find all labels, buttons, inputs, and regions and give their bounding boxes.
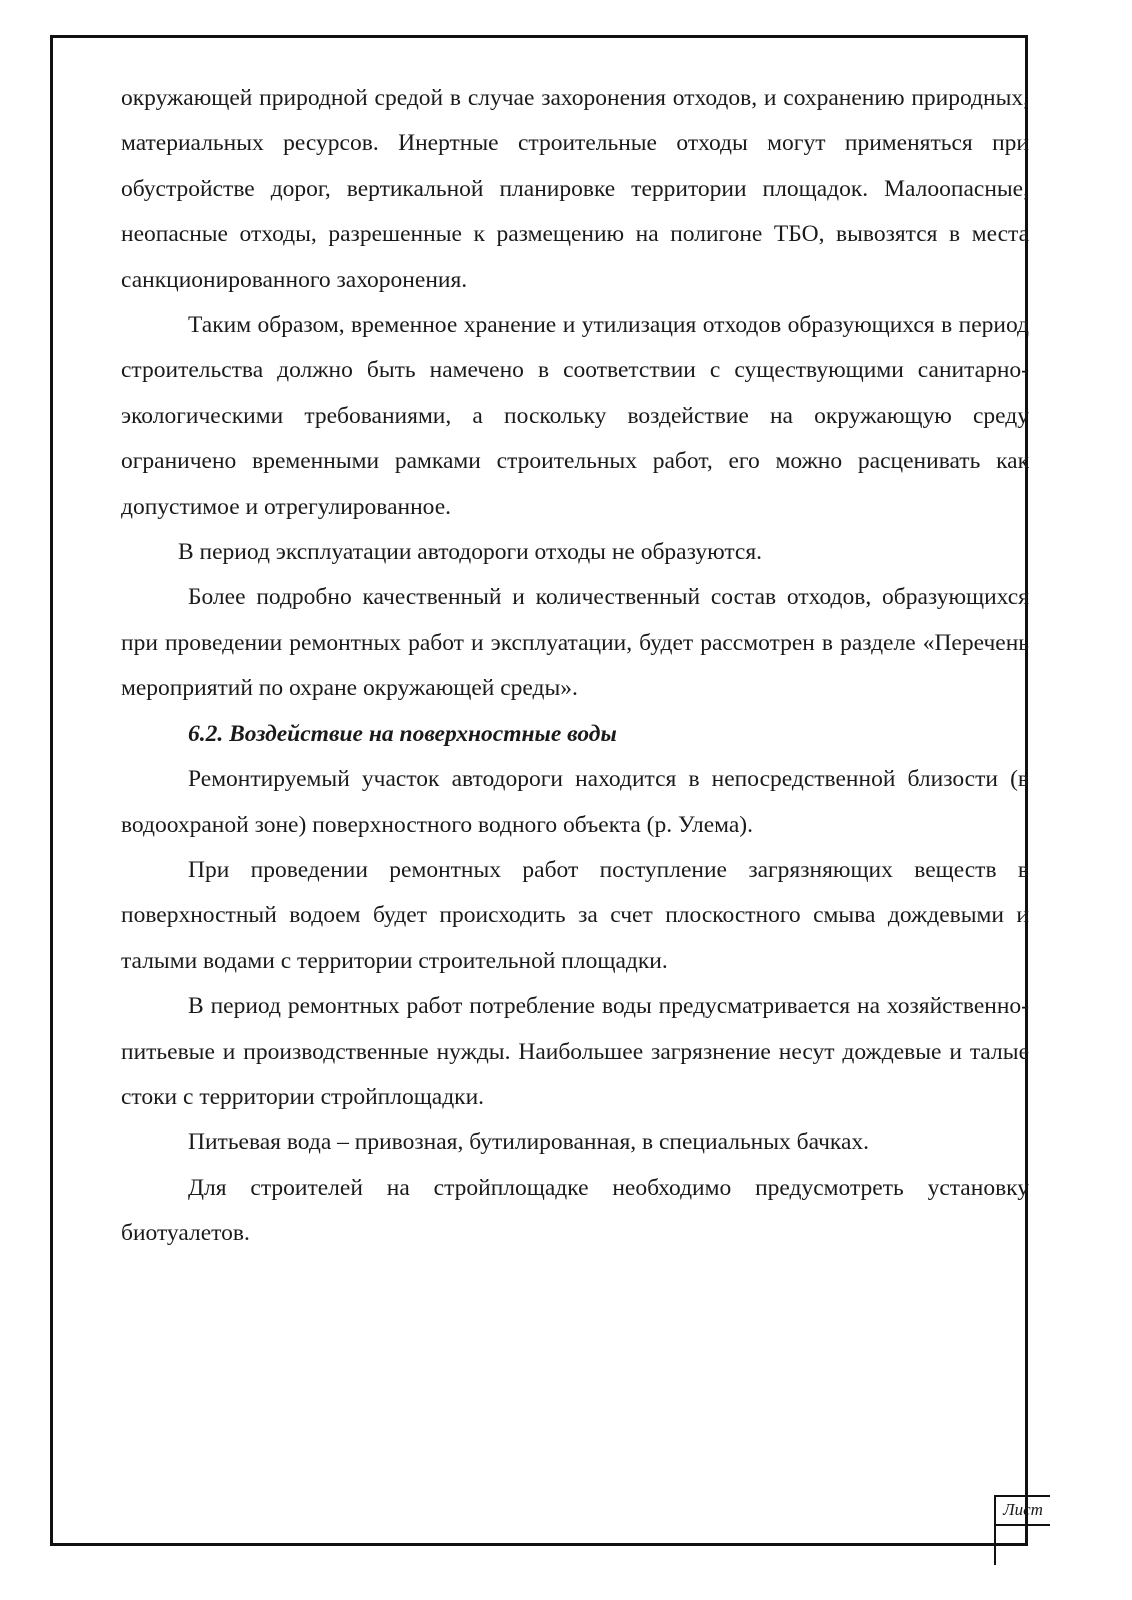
paragraph-drinking-water: Питьевая вода – привозная, бутилированная, в специальных бачках. bbox=[188, 1129, 870, 1156]
paragraph-pollution-source: При проведении ремонтных работ поступление загрязняющих веществ в поверхностный водоем будет происходить за счет плоскостного смыва дождевыми и талыми водами с территории строительной площадки. bbox=[121, 856, 1029, 974]
document-body bbox=[121, 76, 1029, 1257]
paragraph-operation-period: В период эксплуатации автодороги отходы не образуются. bbox=[178, 539, 763, 566]
paragraph-waste-disposal: окружающей природной средой в случае захоронения отходов, и сохранению природных, материальных ресурсов. Инертные строительные отходы могут применяться при обустройстве дорог, вертикальной планировке территории площадок. Малоопасные, неопасные отходы, разрешенные к размещению на полигоне ТБО, вывозятся в места санкционированного захоронения. bbox=[121, 85, 1029, 293]
title-block-stamp bbox=[994, 1495, 1050, 1565]
sheet-label: Лист bbox=[996, 1497, 1050, 1526]
paragraph-road-location: Ремонтируемый участок автодороги находится в непосредственной близости (в водоохраной зоне) поверхностного водного объекта (р. Улема). bbox=[121, 766, 1029, 838]
paragraph-biotoilets: Для строителей на стройплощадке необходимо предусмотреть установку биотуалетов. bbox=[121, 1174, 1029, 1247]
paragraph-water-consumption: В период ремонтных работ потребление воды предусматривается на хозяйственно-питьевые и производственные нужды. Наибольшее загрязнение несут дождевые и талые стоки с территории стройплощадки. bbox=[121, 993, 1029, 1110]
section-heading: 6.2. Воздействие на поверхностные воды bbox=[188, 720, 617, 747]
paragraph-temporary-storage: Таким образом, временное хранение и утилизация отходов образующихся в период строительства должно быть намечено в соответствии с существующими санитарно-экологическими требованиями, а поскольку воздействие на окружающую среду ограничено временными рамками строительных работ, его можно расценивать как допустимое и отрегулированное. bbox=[121, 312, 1029, 520]
paragraph-waste-composition: Более подробно качественный и количественный состав отходов, образующихся при проведении ремонтных работ и эксплуатации, будет рассмотрен в разделе «Перечень мероприятий по охране окружающей среды». bbox=[121, 584, 1029, 702]
